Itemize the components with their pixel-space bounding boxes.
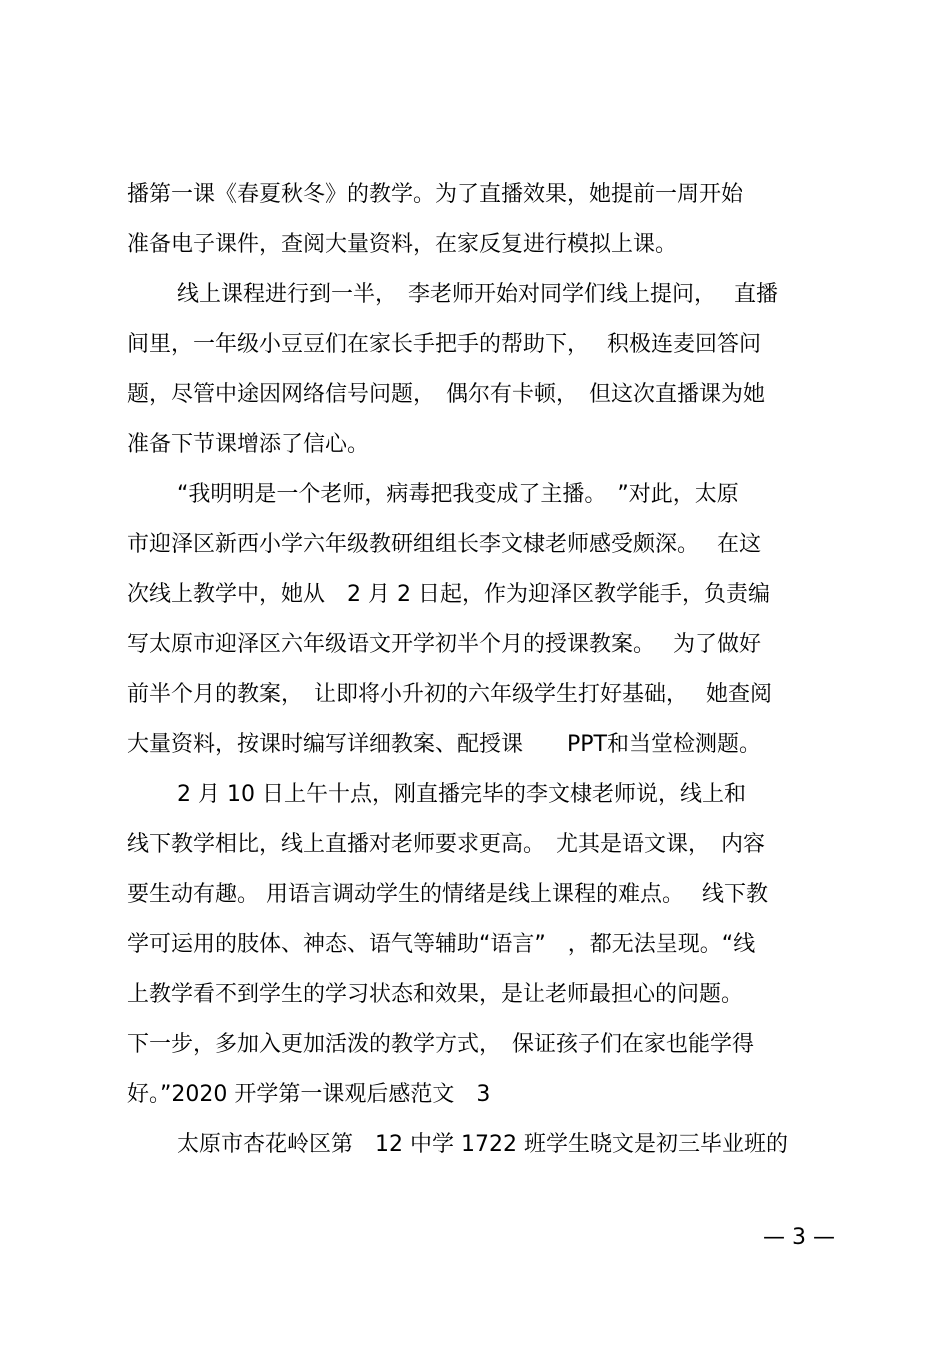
paragraph-line: 前半个月的教案， 让即将小升初的六年级学生打好基础， 她查阅 (127, 682, 772, 707)
paragraph-line: 好。”2020 开学第一课观后感范文 3 (127, 1082, 491, 1107)
paragraph-line: 线下教学相比，线上直播对老师要求更高。 尤其是语文课， 内容 (127, 832, 766, 857)
page-number: — 3 — (763, 1225, 835, 1250)
paragraph-line: 间里，一年级小豆豆们在家长手把手的帮助下， 积极连麦回答问 (127, 332, 761, 357)
paragraph-line: 上教学看不到学生的学习状态和效果，是让老师最担心的问题。 (127, 982, 744, 1007)
paragraph-line: 线上课程进行到一半， 李老师开始对同学们线上提问， 直播 (177, 282, 778, 307)
paragraph-line: 题，尽管中途因网络信号问题， 偶尔有卡顿， 但这次直播课为她 (127, 382, 766, 407)
paragraph-line: 次线上教学中，她从 2 月 2 日起，作为迎泽区教学能手，负责编 (127, 582, 770, 607)
paragraph-line: 播第一课《春夏秋冬》的教学。为了直播效果，她提前一周开始 (127, 182, 744, 207)
paragraph-line: 学可运用的肢体、神态、语气等辅助“语言” ，都无法呈现。“线 (127, 932, 756, 957)
paragraph-line: 准备下节课增添了信心。 (127, 432, 370, 457)
paragraph-line: “我明明是一个老师，病毒把我变成了主播。 ”对此，太原 (177, 482, 739, 507)
paragraph-line: 大量资料，按课时编写详细教案、配授课 PPT和当堂检测题。 (127, 732, 761, 757)
paragraph-line: 市迎泽区新西小学六年级教研组组长李文棣老师感受颇深。 在这 (127, 532, 761, 557)
paragraph-line: 要生动有趣。 用语言调动学生的情绪是线上课程的难点。 线下教 (127, 882, 768, 907)
paragraph-line: 写太原市迎泽区六年级语文开学初半个月的授课教案。 为了做好 (127, 632, 761, 657)
paragraph-line: 太原市杏花岭区第 12 中学 1722 班学生晓文是初三毕业班的 (177, 1132, 788, 1157)
paragraph-line: 下一步，多加入更加活泼的教学方式， 保证孩子们在家也能学得 (127, 1032, 755, 1057)
paragraph-line: 2 月 10 日上午十点，刚直播完毕的李文棣老师说，线上和 (177, 782, 746, 807)
paragraph-line: 准备电子课件，查阅大量资料，在家反复进行模拟上课。 (127, 232, 678, 257)
